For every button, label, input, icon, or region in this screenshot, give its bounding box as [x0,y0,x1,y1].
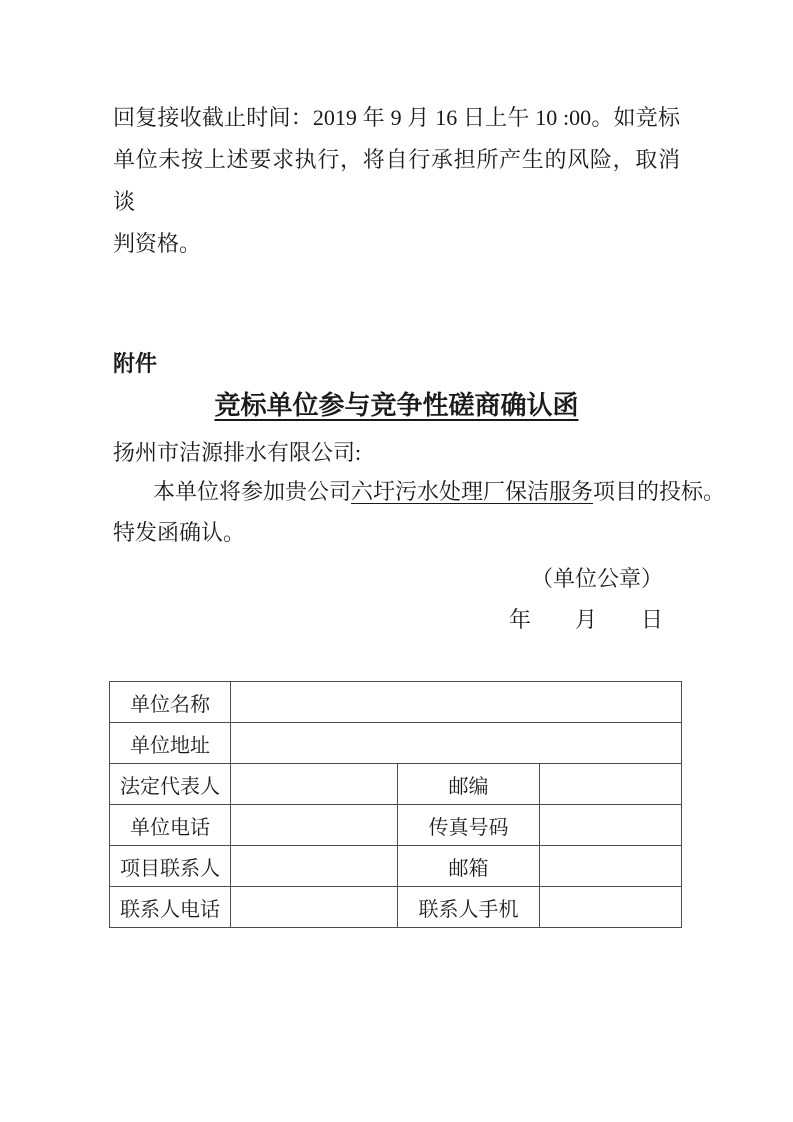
field-label-company-name: 单位名称 [110,682,231,723]
table-row-company-name [110,682,682,723]
table-row-contact-phone [110,887,682,928]
field-value-contact-mobile[interactable] [540,887,682,928]
field-value-company-name[interactable] [231,682,682,723]
field-value-company-phone[interactable] [231,805,398,846]
field-value-project-contact[interactable] [231,846,398,887]
field-value-email[interactable] [540,846,682,887]
field-label-company-phone: 单位电话 [110,805,231,846]
signature-block [509,566,663,634]
attachment-label: 附件 [113,351,158,376]
table-row-company-address [110,723,682,764]
table-row-project-contact [110,846,682,887]
intro-line: 判资格。 [113,231,202,256]
field-label-postal-code: 邮编 [398,764,540,805]
seal-note: （单位公章） [530,566,663,591]
field-label-contact-mobile: 联系人手机 [398,887,540,928]
body-paragraph-line1 [153,480,725,504]
intro-line: 回复接收截止时间：2019 年 9 月 16 日上午 10 :00。如竞标 [113,105,680,130]
body-prefix: 本单位将参加贵公司 [153,479,352,504]
field-label-fax-number: 传真号码 [398,805,540,846]
intro-paragraph [113,97,680,265]
field-value-contact-phone[interactable] [231,887,398,928]
field-label-company-address: 单位地址 [110,723,231,764]
field-value-fax-number[interactable] [540,805,682,846]
field-label-project-contact: 项目联系人 [110,846,231,887]
field-value-legal-rep[interactable] [231,764,398,805]
salutation: 扬州市洁源排水有限公司: [113,440,362,465]
body-paragraph-line2: 特发函确认。 [113,520,246,545]
contact-info-table [109,681,682,928]
field-label-contact-phone: 联系人电话 [110,887,231,928]
project-name-underlined: 六圩污水处理厂保洁服务 [351,479,594,504]
body-suffix: 项目的投标。 [593,479,726,504]
table-row-legal-rep [110,764,682,805]
intro-line: 单位未按上述要求执行，将自行承担所产生的风险，取消谈 [113,147,680,214]
document-title-text: 竞标单位参与竞争性磋商确认函 [214,391,579,420]
field-value-company-address[interactable] [231,723,682,764]
field-label-email: 邮箱 [398,846,540,887]
table-row-company-phone [110,805,682,846]
field-label-legal-rep: 法定代表人 [110,764,231,805]
field-value-postal-code[interactable] [540,764,682,805]
document-title [113,390,680,421]
date-line: 年 月 日 [508,607,663,633]
